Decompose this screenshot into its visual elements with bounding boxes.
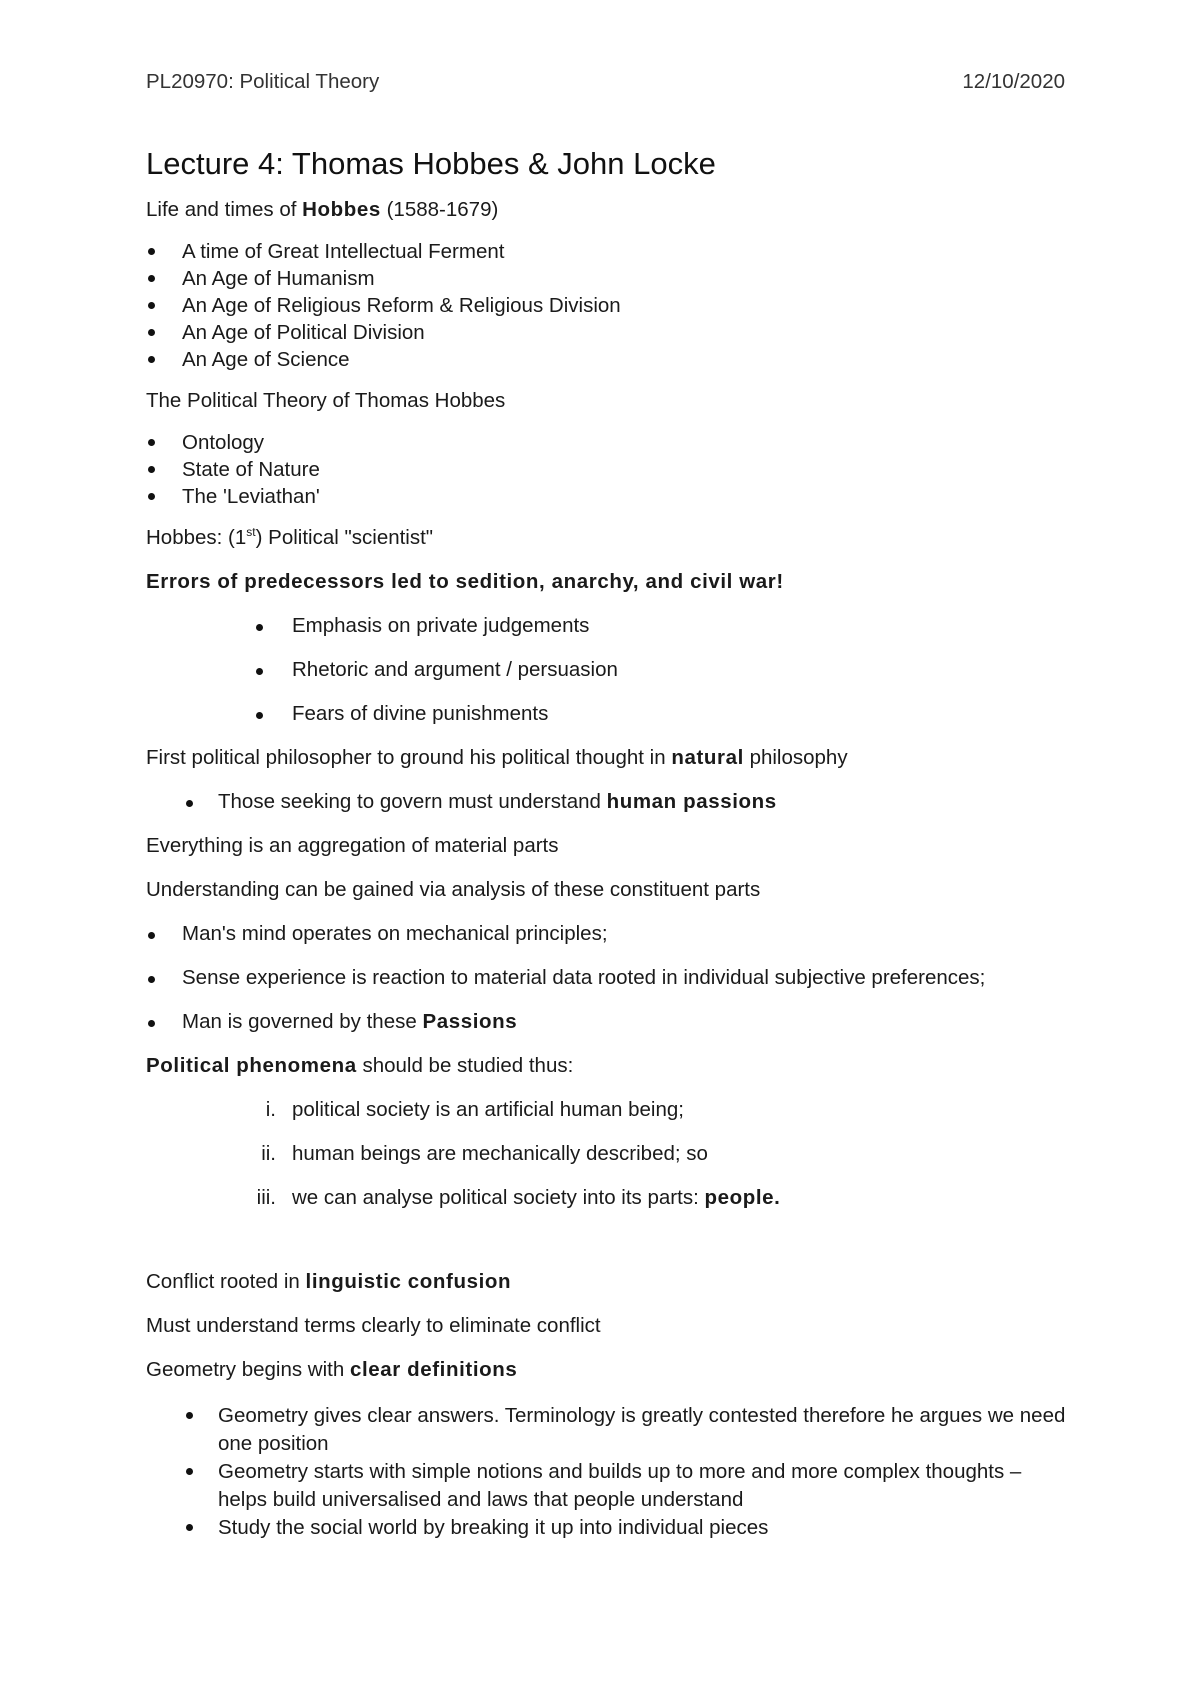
life-heading: Life and times of Hobbes (1588-1679) xyxy=(146,198,499,221)
list-item: An Age of Humanism xyxy=(146,265,1066,292)
phenomena-list xyxy=(146,1098,1066,1210)
natural-line: First political philosopher to ground his political thought in natural philosophy xyxy=(146,746,848,769)
theory-heading: The Political Theory of Thomas Hobbes xyxy=(146,389,506,412)
header-date: 12/10/2020 xyxy=(962,70,1065,93)
list-item: Fears of divine punishments xyxy=(146,702,1066,726)
terms-line: Must understand terms clearly to eliminate conflict xyxy=(146,1314,601,1337)
list-item: Man's mind operates on mechanical principles; xyxy=(146,922,1066,946)
list-item: Rhetoric and argument / persuasion xyxy=(146,658,1066,682)
mind-list xyxy=(146,922,1066,1034)
list-item: Geometry starts with simple notions and builds up to more and more complex thoughts – helps build universalised and laws that people understand xyxy=(146,1458,1066,1514)
list-item: An Age of Science xyxy=(146,346,1066,373)
errors-list xyxy=(146,614,1066,726)
list-item: A time of Great Intellectual Ferment xyxy=(146,238,1066,265)
list-item: Emphasis on private judgements xyxy=(146,614,1066,638)
scientist-line: Hobbes: (1st) Political "scientist" xyxy=(146,525,434,549)
life-list xyxy=(146,238,1066,373)
list-item: An Age of Political Division xyxy=(146,319,1066,346)
lecture-title: Lecture 4: Thomas Hobbes & John Locke xyxy=(146,146,716,181)
natural-list xyxy=(146,790,1066,814)
conflict-line: Conflict rooted in linguistic confusion xyxy=(146,1270,512,1293)
list-item: iii. we can analyse political society into its parts: people. xyxy=(256,1186,781,1209)
geometry-line: Geometry begins with clear definitions xyxy=(146,1358,518,1381)
list-item: Sense experience is reaction to material data rooted in individual subjective preferences; xyxy=(146,966,1066,990)
list-item: Geometry gives clear answers. Terminology is greatly contested therefore he argues we need one position xyxy=(146,1402,1066,1458)
page-header xyxy=(146,70,1065,98)
list-item: The 'Leviathan' xyxy=(146,483,1066,510)
course-code: PL20970: Political Theory xyxy=(146,70,380,93)
phenomena-line: Political phenomena should be studied thus: xyxy=(146,1054,574,1077)
list-item: i. political society is an artificial human being; xyxy=(265,1098,684,1121)
list-item: Man is governed by these Passions xyxy=(146,1010,1066,1034)
list-item: Those seeking to govern must understand human passions xyxy=(146,790,1066,814)
list-item: Ontology xyxy=(146,429,1066,456)
aggregation-line: Everything is an aggregation of material parts xyxy=(146,834,559,857)
geometry-list xyxy=(146,1402,1066,1542)
understanding-line: Understanding can be gained via analysis of these constituent parts xyxy=(146,878,761,901)
errors-heading: Errors of predecessors led to sedition, anarchy, and civil war! xyxy=(146,570,784,593)
spacer xyxy=(146,1230,1066,1270)
document-body xyxy=(146,144,1066,1542)
theory-list xyxy=(146,429,1066,510)
list-item: Study the social world by breaking it up into individual pieces xyxy=(146,1514,1066,1542)
list-item: State of Nature xyxy=(146,456,1066,483)
list-item: ii. human beings are mechanically described; so xyxy=(261,1142,708,1165)
list-item: An Age of Religious Reform & Religious Division xyxy=(146,292,1066,319)
